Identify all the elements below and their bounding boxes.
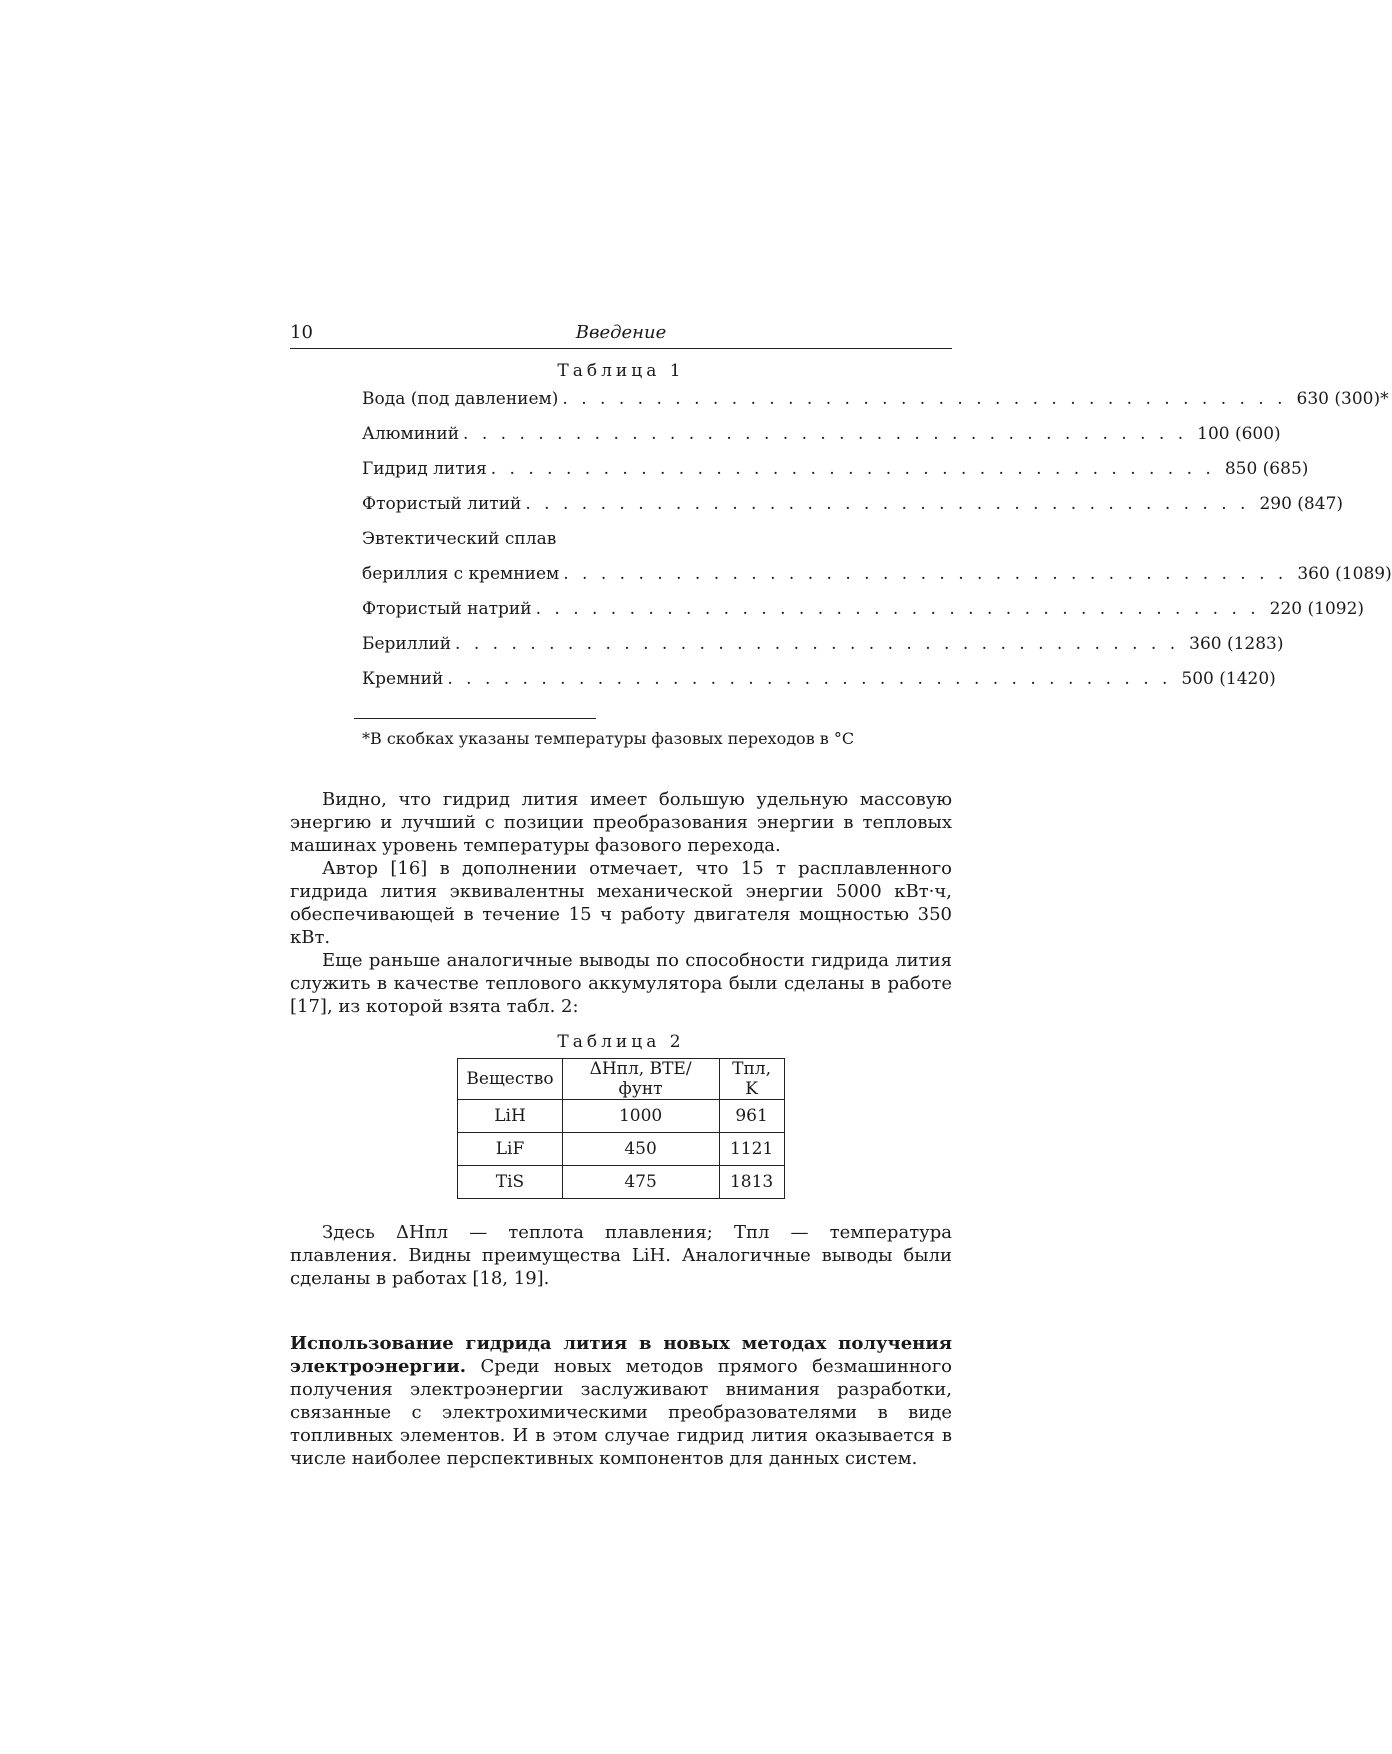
table1-row-name: Эвтектический сплав <box>362 529 557 549</box>
table2-cell: LiF <box>458 1133 562 1166</box>
table1-row-value: 360 (1283) <box>1189 634 1284 654</box>
table1-row-name: Кремний <box>362 669 444 689</box>
dot-leader: . . . . . . . . . . . . . . . . . . . . . . . . . . . . . . . . . . . . . . . <box>525 494 1250 514</box>
table1-caption: Таблица 1 <box>557 361 685 381</box>
table1-row <box>362 634 1284 669</box>
table1-row <box>362 599 1365 634</box>
table1-row <box>362 669 1276 704</box>
table2-header-cell: Вещество <box>458 1059 562 1100</box>
table1-row <box>362 564 1392 599</box>
table2-cell: 961 <box>719 1100 784 1133</box>
book-page <box>290 318 1392 1470</box>
table1-row-value: 100 (600) <box>1197 424 1281 444</box>
page-header <box>290 318 952 349</box>
table2-caption: Таблица 2 <box>557 1032 685 1052</box>
table1-row-name: Алюминий <box>362 424 460 444</box>
dot-leader: . . . . . . . . . . . . . . . . . . . . . . . . . . . . . . . . . . . . . . . <box>535 599 1260 619</box>
table1-row-value: 220 (1092) <box>1269 599 1365 619</box>
table1-row <box>362 459 1309 494</box>
table2 <box>457 1058 784 1199</box>
table2-cell: 475 <box>562 1166 719 1199</box>
table1-row-value: 850 (685) <box>1224 459 1309 479</box>
table1-row-name: Бериллий <box>362 634 452 654</box>
table1-row-value: 630 (300)* <box>1296 389 1389 409</box>
paragraph: Автор [16] в дополнении отмечает, что 15 т расплавленного гидрида лития эквивалентны механической энергии 5000 кВт·ч, обеспечивающей в течение 15 ч работу двигателя мощностью 350 кВт. <box>290 858 952 948</box>
table1-row-name: Фтористый литий <box>362 494 522 514</box>
dot-leader: . . . . . . . . . . . . . . . . . . . . . . . . . . . . . . . . . . . . . . . <box>490 459 1215 479</box>
dot-leader: . . . . . . . . . . . . . . . . . . . . . . . . . . . . . . . . . . . . . . . <box>563 564 1288 584</box>
dot-leader: . . . . . . . . . . . . . . . . . . . . . . . . . . . . . . . . . . . . . . . <box>447 669 1172 689</box>
table2-row <box>458 1133 784 1166</box>
paragraph: Здесь ΔHпл — теплота плавления; Tпл — температура плавления. Видны преимущества LiH. Аналогичные выводы были сделаны в работах [18, 19]. <box>290 1222 952 1289</box>
table1 <box>362 389 1392 704</box>
table1-row-name: Гидрид лития <box>362 459 487 479</box>
section <box>290 1332 952 1470</box>
table2-cell: 1813 <box>719 1166 784 1199</box>
table1-row <box>362 424 1281 459</box>
table2-row <box>458 1100 784 1133</box>
table1-row-name: Фтористый натрий <box>362 599 532 619</box>
running-title: Введение <box>575 322 667 343</box>
footnote-rule <box>354 718 596 719</box>
table1-row-value: 360 (1089) <box>1297 564 1392 584</box>
dot-leader: . . . . . . . . . . . . . . . . . . . . . . . . . . . . . . . . . . . . . . . <box>463 424 1188 444</box>
section-body: Среди новых методов прямого безмашинного получения электроэнергии заслуживают внимания разработки, связанные с электрохимическими преобразователями в виде топливных элементов. И в этом случае гидрид лития оказывается в числе наиболее перспективных компонентов для данных систем. <box>290 1356 952 1469</box>
paragraph: Еще раньше аналогичные выводы по способности гидрида лития служить в качестве теплового аккумулятора были сделаны в работе [17], из которой взята табл. 2: <box>290 950 952 1017</box>
table1-row <box>362 529 912 564</box>
table2-header-cell: Tпл, K <box>719 1059 784 1100</box>
section-title: Использование гидрида лития в новых методах получения электроэнергии. <box>290 1333 952 1377</box>
table1-row <box>362 494 1344 529</box>
table2-cell: TiS <box>458 1166 562 1199</box>
table1-footnote: *В скобках указаны температуры фазовых переходов в °С <box>362 729 855 748</box>
table1-row-name: Вода (под давлением) <box>362 389 559 409</box>
page-number: 10 <box>290 322 313 343</box>
table2-cell: 450 <box>562 1133 719 1166</box>
table2-cell: LiH <box>458 1100 562 1133</box>
table2-cell: 1121 <box>719 1133 784 1166</box>
table1-row-value: 290 (847) <box>1259 494 1344 514</box>
dot-leader: . . . . . . . . . . . . . . . . . . . . . . . . . . . . . . . . . . . . . . . <box>562 389 1287 409</box>
table1-row-name: бериллия с кремнием <box>362 564 560 584</box>
table1-row <box>362 389 1389 424</box>
table2-row <box>458 1166 784 1199</box>
table1-row-value: 500 (1420) <box>1181 669 1276 689</box>
paragraph: Видно, что гидрид лития имеет большую удельную массовую энергию и лучший с позиции преобразования энергии в тепловых машинах уровень температуры фазового перехода. <box>290 789 952 856</box>
table2-header-cell: ΔHпл, BTE/фунт <box>562 1059 719 1100</box>
table2-cell: 1000 <box>562 1100 719 1133</box>
table2-header-row <box>458 1059 784 1100</box>
dot-leader: . . . . . . . . . . . . . . . . . . . . . . . . . . . . . . . . . . . . . . . <box>455 634 1180 654</box>
